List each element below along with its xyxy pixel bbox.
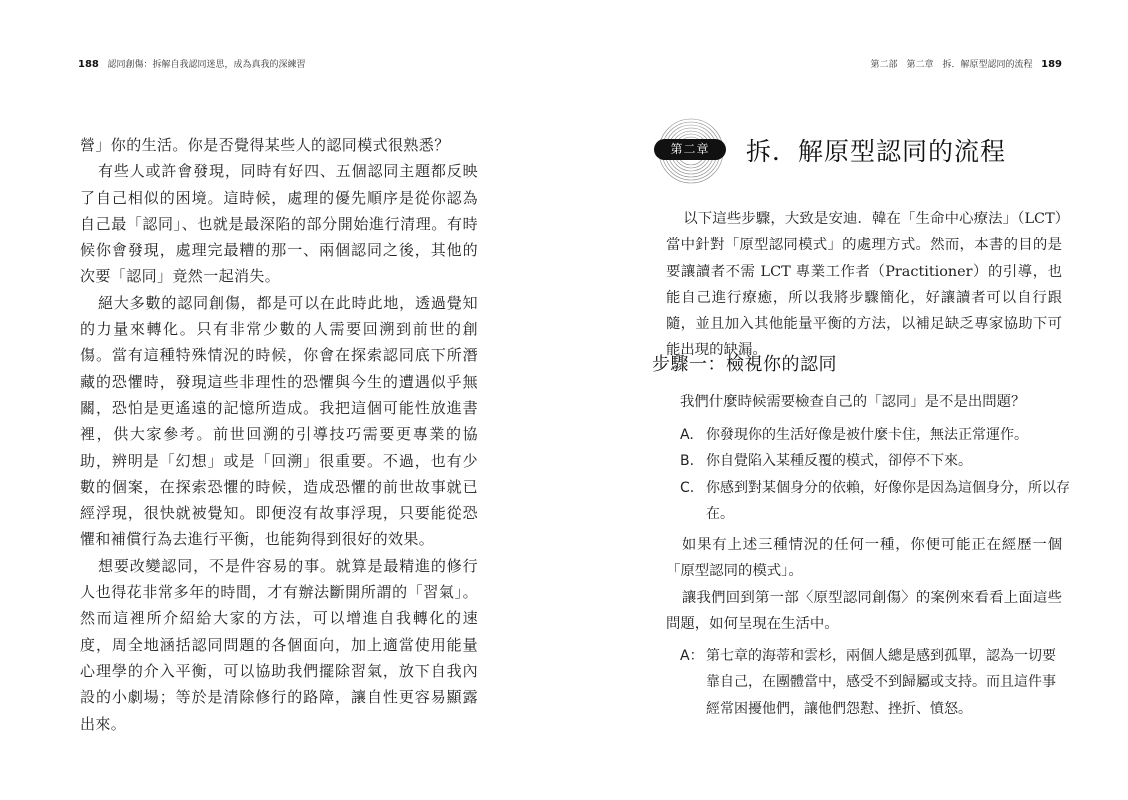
list-marker: C.: [680, 479, 695, 496]
left-page-number: 188: [78, 59, 99, 70]
paragraph: 如果有上述三種情況的任何一種，你便可能正在經歷一個「原型認同的模式」。: [666, 537, 1062, 580]
list-item: [680, 475, 1070, 528]
right-page: [564, 0, 1128, 800]
list-item-text: 你發現你的生活好像是被什麼卡住，無法正常運作。: [706, 427, 1028, 443]
left-running-head: [78, 57, 305, 70]
case-text: 第七章的海蒂和雲杉，兩個人總是感到孤單，認為一切要靠自己，在團體當中，感受不到歸屬或支持。而且這件事經常困擾他們，讓他們怨懟、挫折、憤怒。: [706, 648, 1056, 717]
chapter-badge-ornament: [652, 118, 730, 184]
intro-paragraph: 以下這些步驟，大致是安迪．韓在「生命中心療法」（LCT）當中針對「原型認同模式」的處理方式。然而，本書的目的是要讓讀者不需 LCT 專業工作者（Practitioner）的引導，也能自己進行療癒，所以我將步驟簡化，好讓讀者可以自行跟隨，並且加入其他能量平衡的方法，以補足缺乏專家協助下可能出現的缺漏。: [666, 211, 1062, 359]
conclusion-paragraphs: [666, 532, 1062, 637]
left-body-text: [80, 132, 478, 737]
list-item: [680, 422, 1070, 448]
list-item: [680, 448, 1070, 474]
left-running-head-title: 認同創傷：拆解自我認同迷思，成為真我的深練習: [107, 60, 306, 70]
right-running-head: [871, 57, 1062, 70]
step-heading: 步驟一：檢視你的認同: [652, 354, 837, 375]
paragraph: 想要改變認同，不是件容易的事。就算是最精進的修行人也得花非常多年的時間，才有辦法斷開所謂的「習氣」。然而這裡所介紹給大家的方法，可以增進自我轉化的速度，周全地涵括認同問題的各個面向，加上適當使用能量心理學的介入平衡，可以協助我們擺除習氣，放下自我內設的小劇場；等於是清除修行的路障，讓自性更容易顯露出來。: [80, 556, 478, 733]
case-marker: A：: [680, 648, 704, 664]
list-item-text: 你自覺陷入某種反覆的模式，卻停不下來。: [706, 453, 972, 470]
chapter-badge: 第二章: [654, 139, 726, 160]
paragraph: 營」你的生活。你是否覺得某些人的認同模式很熟悉？: [80, 136, 450, 154]
paragraph: 有些人或許會發現，同時有好四、五個認同主題都反映了自己相似的困境。這時候，處理的優先順序是從你認為自己最「認同」、也就是最深陷的部分開始進行清理。有時候你會發現，處理完最糟的那一、兩個認同之後，其他的次要「認同」竟然一起消失。: [80, 162, 478, 286]
list-marker: A.: [680, 427, 694, 443]
paragraph: 讓我們回到第一部〈原型認同創傷〉的案例來看看上面這些問題，如何呈現在生活中。: [666, 589, 1062, 632]
question-text: 我們什麼時候需要檢查自己的「認同」是不是出問題？: [680, 394, 1026, 410]
paragraph: 絕大多數的認同創傷，都是可以在此時此地，透過覺知的力量來轉化。只有非常少數的人需要回溯到前世的創傷。當有這種特殊情況的時候，你會在探索認同底下所潛藏的恐懼時，發現這些非理性的恐懼與今生的遭遇似乎無關，恐怕是更遙遠的記憶所造成。我把這個可能性放進書裡，供大家參考。前世回溯的引導技巧需要更專業的協助，辨明是「幻想」或是「回溯」很重要。不過，也有少數的個案，在探索恐懼的時候，造成恐懼的前世故事就已經浮現，很快就被覺知。即便沒有故事浮現，只要能從恐懼和補償行為去進行平衡，也能夠得到很好的效果。: [80, 293, 478, 549]
chapter-title: 拆．解原型認同的流程: [746, 137, 1007, 166]
criteria-list: [680, 422, 1070, 527]
right-intro-text: [666, 206, 1062, 364]
case-example: [680, 643, 1068, 722]
right-running-head-title: 第二部 第二章 拆．解原型認同的流程: [870, 60, 1033, 70]
chapter-heading: [652, 118, 1072, 188]
list-item-text: 你感到對某個身分的依賴，好像你是因為這個身分，所以存在。: [706, 479, 1070, 522]
list-marker: B.: [680, 453, 695, 470]
case-item: [680, 643, 1068, 722]
right-page-number: 189: [1041, 59, 1062, 70]
